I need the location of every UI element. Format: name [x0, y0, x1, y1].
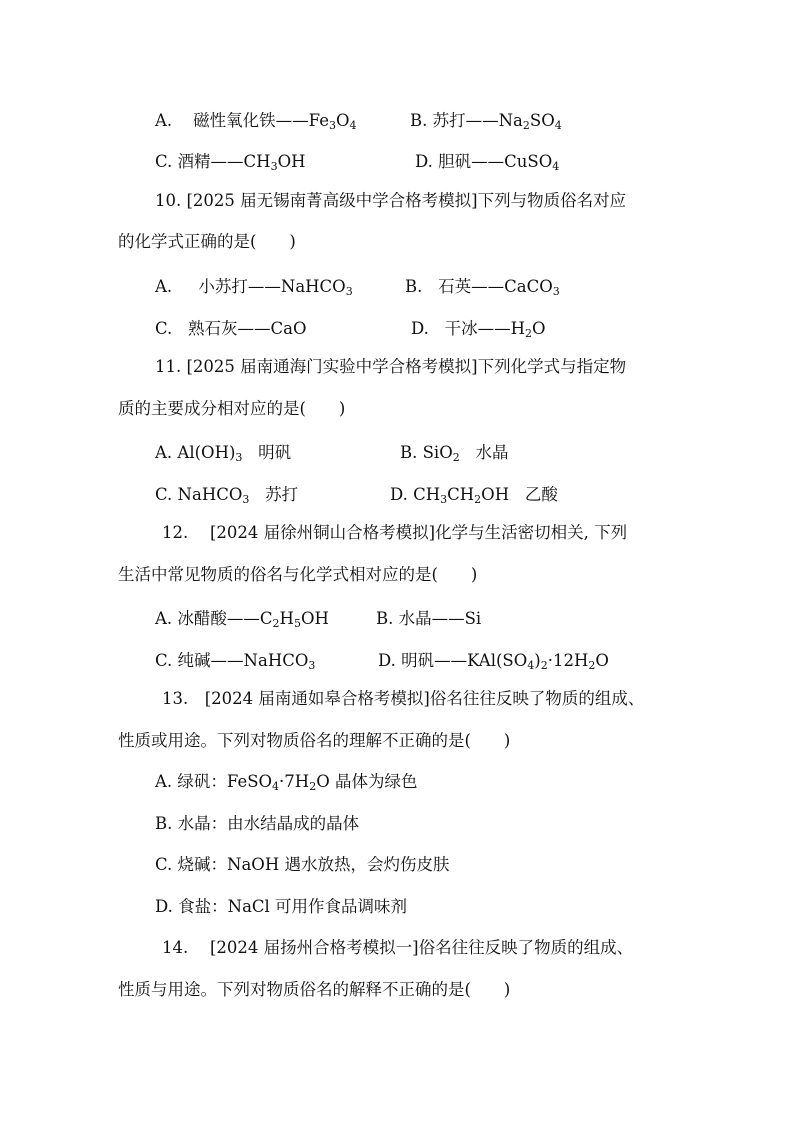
option-label: D. [390, 485, 408, 504]
option-d [415, 148, 559, 172]
option-c [155, 647, 315, 671]
option-label: A. [155, 609, 173, 628]
option-text: 苏打$——Na_2SO_4$ [427, 111, 562, 132]
option-text: 冰醋酸$——C_2H_5OH$ [172, 609, 329, 630]
option-text: $CH_3CH_2OH$ 乙酸 [407, 485, 558, 506]
option-label: C. [155, 319, 173, 338]
option-label: D. [415, 152, 433, 171]
option-label: C. [155, 152, 173, 171]
option-label: A. [155, 277, 173, 296]
option-label: D. [378, 651, 396, 670]
text-line: 性质与用途。下列对物质俗名的解释不正确的是( ) [118, 980, 511, 999]
option-label: A. [155, 111, 173, 130]
text-line: C. 烧碱：NaOH 遇水放热，会灼伤皮肤 [155, 855, 450, 874]
option-text: 胆矾——CuSO$_4$ [432, 152, 560, 173]
option-label: B. [376, 609, 394, 628]
option-b [410, 107, 562, 131]
option-text: 明矾$——KAl(SO_4)_2\cdot 12H_2O$ [395, 651, 609, 672]
option-label: A. [155, 443, 173, 462]
option-c [155, 481, 298, 505]
option-text: 纯碱——NaHCO$_3$ [172, 651, 316, 672]
option-b [405, 273, 560, 297]
option-text: 石英——CaCO$_3$ [422, 277, 560, 298]
option-b [376, 605, 481, 629]
option-text: $Al(OH)_3$ 明矾 [172, 443, 292, 464]
text-line: 13. [2024 届南通如皋合格考模拟]俗名往往反映了物质的组成、 [162, 689, 645, 708]
text-line: 10. [2025 届无锡南菁高级中学合格考模拟]下列与物质俗名对应 [155, 191, 627, 210]
text-line: 质的主要成分相对应的是( ) [118, 399, 346, 418]
option-text: SiO$_2$ 水晶 [417, 443, 509, 464]
option-text: 磁性氧化铁$——Fe_3O_4$ [172, 111, 357, 132]
text-line: 14. [2024 届扬州合格考模拟一]俗名往往反映了物质的组成、 [162, 938, 634, 957]
text-line: 11. [2025 届南通海门实验中学合格考模拟]下列化学式与指定物 [155, 357, 627, 376]
option-a [155, 107, 357, 131]
option-c [155, 315, 307, 339]
option-text: 熟石灰——CaO [172, 319, 307, 338]
option-label: C. [155, 485, 173, 504]
option-label: C. [155, 651, 173, 670]
option-a [155, 605, 329, 629]
option-text: NaHCO$_3$ 苏打 [172, 485, 299, 506]
option-label: B. [400, 443, 418, 462]
option-text: 干冰$——H_2O$ [428, 319, 546, 340]
option-label: B. [405, 277, 423, 296]
option-text: 酒精$——CH_3OH$ [172, 152, 306, 173]
option-d [411, 315, 546, 339]
text-line: 12. [2024 届徐州铜山合格考模拟]化学与生活密切相关, 下列 [162, 523, 628, 542]
option-text: 小苏打——NaHCO$_3$ [172, 277, 353, 298]
option-a [155, 439, 291, 463]
option-text: 水晶——Si [393, 609, 482, 628]
option-d [378, 647, 609, 671]
option-label: B. [410, 111, 428, 130]
text-line: 的化学式正确的是( ) [118, 232, 296, 251]
text-line: 性质或用途。下列对物质俗名的理解不正确的是( ) [118, 731, 511, 750]
option-b [400, 439, 508, 463]
text-line: A. 绿矾：$FeSO_4\cdot 7H_2O$ 晶体为绿色 [155, 772, 418, 793]
text-line: B. 水晶：由水结晶成的晶体 [155, 814, 360, 833]
text-line: 生活中常见物质的俗名与化学式相对应的是( ) [118, 565, 478, 584]
option-c [155, 148, 305, 172]
text-line: D. 食盐：NaCl 可用作食品调味剂 [155, 897, 408, 916]
option-a [155, 273, 353, 297]
option-label: D. [411, 319, 429, 338]
option-d [390, 481, 558, 505]
